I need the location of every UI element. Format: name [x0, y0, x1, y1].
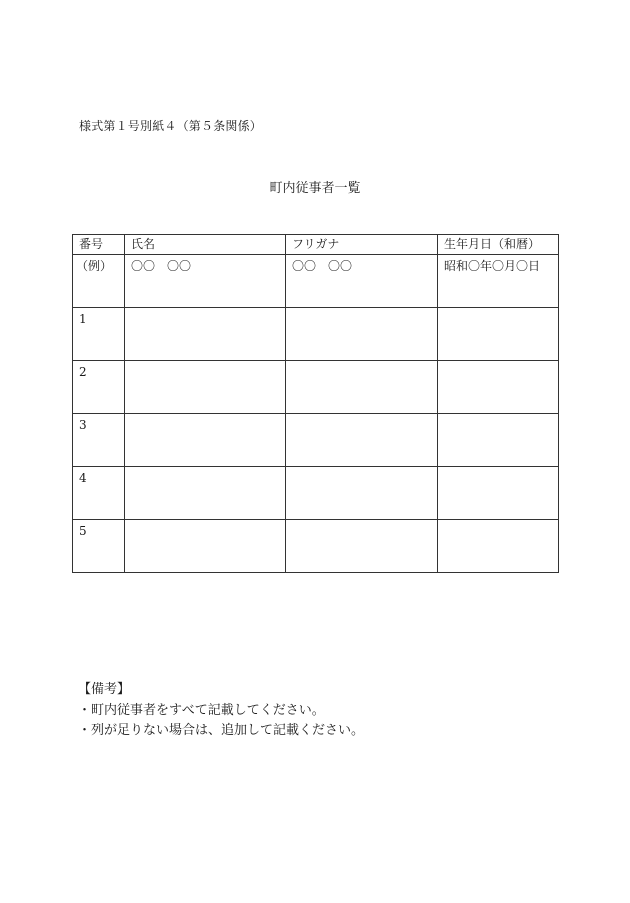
table-row: [73, 308, 559, 361]
cell-birthdate: 昭和〇年〇月〇日: [438, 255, 559, 308]
table-row: [73, 361, 559, 414]
column-header-furigana: フリガナ: [286, 235, 438, 255]
employee-table: [72, 234, 559, 573]
cell-number: （例）: [73, 255, 125, 308]
cell-name[interactable]: [125, 520, 286, 573]
cell-furigana[interactable]: [286, 361, 438, 414]
table-row: [73, 414, 559, 467]
column-header-name: 氏名: [125, 235, 286, 255]
table-row-example: [73, 255, 559, 308]
table-row: [73, 520, 559, 573]
form-number: 様式第１号別紙４（第５条関係）: [79, 119, 263, 133]
cell-number: 2: [73, 361, 125, 414]
cell-furigana[interactable]: [286, 520, 438, 573]
note-item: ・列が足りない場合は、追加して記載ください。: [78, 723, 365, 738]
cell-birthdate[interactable]: [438, 414, 559, 467]
cell-number: 3: [73, 414, 125, 467]
cell-number: 4: [73, 467, 125, 520]
cell-birthdate[interactable]: [438, 308, 559, 361]
cell-furigana[interactable]: [286, 467, 438, 520]
cell-birthdate[interactable]: [438, 520, 559, 573]
column-header-birthdate: 生年月日（和暦）: [438, 235, 559, 255]
cell-number: 5: [73, 520, 125, 573]
cell-birthdate[interactable]: [438, 361, 559, 414]
cell-name: 〇〇 〇〇: [125, 255, 286, 308]
note-item: ・町内従事者をすべて記載してください。: [78, 703, 325, 718]
cell-birthdate[interactable]: [438, 467, 559, 520]
cell-name[interactable]: [125, 467, 286, 520]
table-row: [73, 467, 559, 520]
table-header-row: [73, 235, 559, 255]
cell-name[interactable]: [125, 414, 286, 467]
column-header-number: 番号: [73, 235, 125, 255]
cell-name[interactable]: [125, 308, 286, 361]
notes-heading: 【備考】: [78, 682, 131, 697]
notes-section: [78, 680, 364, 741]
cell-furigana: 〇〇 〇〇: [286, 255, 438, 308]
cell-name[interactable]: [125, 361, 286, 414]
page-title: 町内従事者一覧: [269, 181, 361, 196]
cell-furigana[interactable]: [286, 308, 438, 361]
cell-number: 1: [73, 308, 125, 361]
cell-furigana[interactable]: [286, 414, 438, 467]
